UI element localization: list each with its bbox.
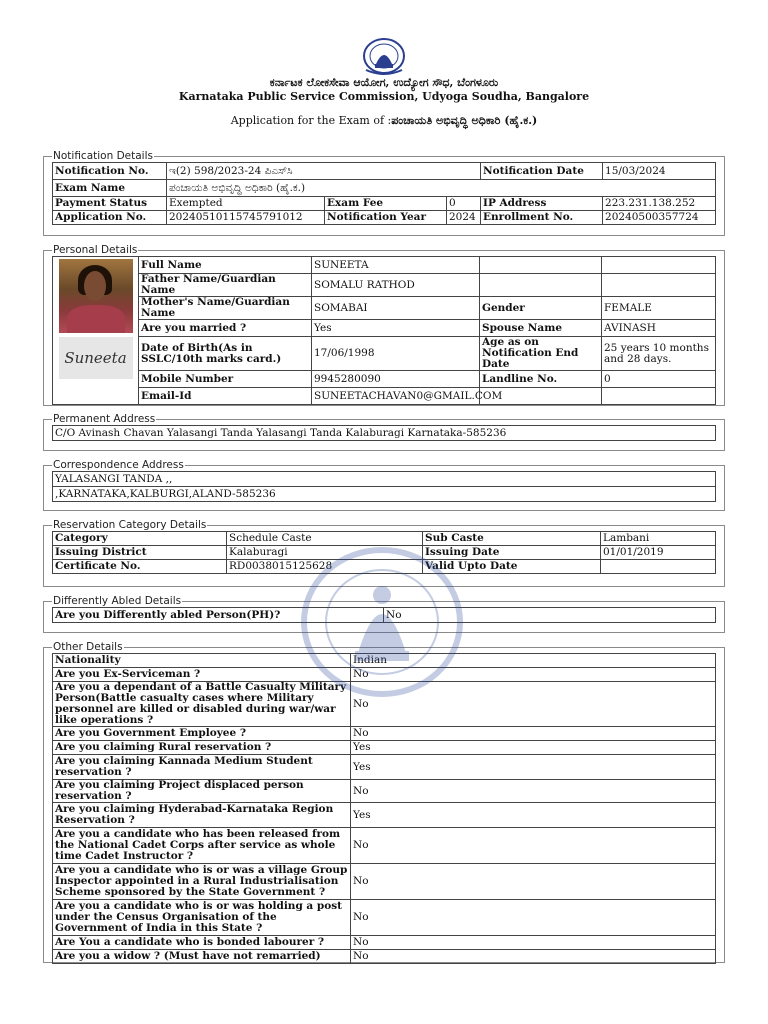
differently-abled-section: [43, 595, 725, 633]
notification-date-label: Notification Date: [481, 163, 603, 180]
application-no-label: Application No.: [53, 211, 167, 225]
correspondence-address-section: [43, 459, 725, 511]
other-answer: No: [351, 828, 716, 864]
father-name-value: SOMALU RATHOD: [312, 274, 480, 297]
section-legend: Correspondence Address: [53, 459, 184, 471]
other-question: Are you claiming Rural reservation ?: [53, 741, 351, 755]
candidate-photo: [59, 259, 133, 333]
header-title-english: Karnataka Public Service Commission, Udyoga Soudha, Bangalore: [178, 90, 590, 103]
differently-abled-question: Are you Differently abled Person(PH)?: [53, 608, 384, 623]
ip-address-label: IP Address: [481, 197, 603, 211]
spouse-name-label: Spouse Name: [480, 320, 602, 337]
mother-name-value: SOMABAI: [312, 297, 480, 320]
other-answer: No: [351, 682, 716, 727]
other-answer: No: [351, 780, 716, 803]
other-answer: No: [351, 936, 716, 950]
section-legend: Reservation Category Details: [53, 519, 207, 531]
section-legend: Permanent Address: [53, 413, 156, 425]
spouse-name-value: AVINASH: [602, 320, 716, 337]
other-question: Are You a candidate who is bonded labourer ?: [53, 936, 351, 950]
ip-address-value: 223.231.138.252: [603, 197, 716, 211]
other-answer: No: [351, 950, 716, 964]
other-details-table: [52, 653, 716, 964]
permanent-address-table: [52, 425, 716, 441]
differently-abled-answer: No: [384, 608, 716, 623]
other-answer: No: [351, 900, 716, 936]
reservation-details-section: [43, 519, 725, 587]
gender-value: FEMALE: [602, 297, 716, 320]
notification-no-label: Notification No.: [53, 163, 167, 180]
full-name-value: SUNEETA: [312, 257, 480, 274]
correspondence-address-line2: ,KARNATAKA,KALBURGI,ALAND-585236: [53, 487, 716, 502]
category-label: Category: [53, 532, 227, 546]
header-title-kannada: ಕರ್ನಾಟಕ ಲೋಕಸೇವಾ ಆಯೋಗ, ಉದ್ಯೋಗ ಸೌಧ, ಬೆಂಗಳೂರು: [269, 76, 499, 89]
section-legend: Notification Details: [53, 150, 153, 162]
sub-caste-value: Lambani: [601, 532, 716, 546]
mobile-label: Mobile Number: [139, 371, 312, 388]
dob-value: 17/06/1998: [312, 337, 480, 371]
other-question: Are you claiming Project displaced person reservation ?: [53, 780, 351, 803]
other-answer: No: [351, 864, 716, 900]
other-answer: Yes: [351, 803, 716, 828]
valid-upto-value: [601, 560, 716, 574]
certificate-no-label: Certificate No.: [53, 560, 227, 574]
other-question: Are you Ex-Serviceman ?: [53, 668, 351, 682]
other-question: Are you a widow ? (Must have not remarried): [53, 950, 351, 964]
permanent-address-value: C/O Avinash Chavan Yalasangi Tanda Yalasangi Tanda Kalaburagi Karnataka-585236: [53, 426, 716, 441]
sub-caste-label: Sub Caste: [423, 532, 601, 546]
payment-status-label: Payment Status: [53, 197, 167, 211]
other-details-section: [43, 641, 725, 963]
other-question: Are you Government Employee ?: [53, 727, 351, 741]
exam-fee-label: Exam Fee: [325, 197, 447, 211]
landline-label: Landline No.: [480, 371, 602, 388]
differently-abled-table: [52, 607, 716, 623]
reservation-table: [52, 531, 716, 574]
application-no-value: 20240510115745791012: [167, 211, 325, 225]
notification-table: [52, 162, 716, 225]
email-label: Email-Id: [139, 388, 312, 405]
photo-signature-cell: [53, 257, 139, 405]
notification-year-value: 2024: [447, 211, 481, 225]
exam-fee-value: 0: [447, 197, 481, 211]
category-value: Schedule Caste: [227, 532, 423, 546]
exam-title-name: ಪಂಚಾಯತಿ ಅಭಿವೃದ್ಧಿ ಅಧಿಕಾರಿ (ಹೈ.ಕ.): [391, 114, 538, 127]
issuing-district-value: Kalaburagi: [227, 546, 423, 560]
correspondence-address-line1: YALASANGI TANDA ,,: [53, 472, 716, 487]
other-question: Are you claiming Kannada Medium Student reservation ?: [53, 755, 351, 780]
enrollment-no-label: Enrollment No.: [481, 211, 603, 225]
certificate-no-value: RD0038015125628: [227, 560, 423, 574]
other-answer: No: [351, 727, 716, 741]
other-question: Are you a dependant of a Battle Casualty Military Person(Battle casualty cases where Military personnel are killed or disabled during war/war like operations ?: [53, 682, 351, 727]
exam-title: [0, 114, 768, 128]
landline-value: 0: [602, 371, 716, 388]
email-value: SUNEETACHAVAN0@GMAIL.COM: [312, 388, 480, 405]
dob-label: Date of Birth(As in SSLC/10th marks card.): [139, 337, 312, 371]
section-legend: Personal Details: [53, 244, 138, 256]
other-question: Are you a candidate who has been released from the National Cadet Corps after service as whole time Cadet Instructor ?: [53, 828, 351, 864]
other-question: Are you claiming Hyderabad-Karnataka Region Reservation ?: [53, 803, 351, 828]
kpsc-emblem-logo: [358, 38, 410, 76]
enrollment-no-value: 20240500357724: [603, 211, 716, 225]
notification-date-value: 15/03/2024: [603, 163, 716, 180]
other-answer: Yes: [351, 755, 716, 780]
permanent-address-section: [43, 413, 725, 451]
other-question: Are you a candidate who is or was a village Group Inspector appointed in a Rural Industrialisation Scheme sponsored by the State Government ?: [53, 864, 351, 900]
married-value: Yes: [312, 320, 480, 337]
personal-table: [52, 256, 716, 405]
other-question: Are you a candidate who is or was holding a post under the Census Organisation of the Government of India in this State ?: [53, 900, 351, 936]
notification-details-section: [43, 150, 725, 236]
father-name-label: Father Name/Guardian Name: [139, 274, 312, 297]
other-answer: Indian: [351, 654, 716, 668]
age-value: 25 years 10 months and 28 days.: [602, 337, 716, 371]
other-answer: No: [351, 668, 716, 682]
age-label: Age as on Notification End Date: [480, 337, 602, 371]
other-question: Nationality: [53, 654, 351, 668]
exam-name-value: ಪಂಚಾಯತಿ ಅಭಿವೃದ್ಧಿ ಅಧಿಕಾರಿ (ಹೈ.ಕ.): [167, 180, 716, 197]
exam-name-label: Exam Name: [53, 180, 167, 197]
notification-year-label: Notification Year: [325, 211, 447, 225]
issuing-date-value: 01/01/2019: [601, 546, 716, 560]
personal-details-section: [43, 244, 725, 406]
correspondence-address-table: [52, 471, 716, 502]
notification-no-value: ಇ(2) 598/2023-24 ಪಿಎಸ್‌ಸಿ: [167, 163, 481, 180]
married-label: Are you married ?: [139, 320, 312, 337]
gender-label: Gender: [480, 297, 602, 320]
section-legend: Other Details: [53, 641, 123, 653]
candidate-signature: Suneeta: [59, 337, 133, 379]
exam-title-prefix: Application for the Exam of :: [230, 114, 392, 127]
valid-upto-label: Valid Upto Date: [423, 560, 601, 574]
mobile-value: 9945280090: [312, 371, 480, 388]
other-answer: Yes: [351, 741, 716, 755]
full-name-label: Full Name: [139, 257, 312, 274]
payment-status-value: Exempted: [167, 197, 325, 211]
mother-name-label: Mother's Name/Guardian Name: [139, 297, 312, 320]
section-legend: Differently Abled Details: [53, 595, 182, 607]
issuing-date-label: Issuing Date: [423, 546, 601, 560]
issuing-district-label: Issuing District: [53, 546, 227, 560]
